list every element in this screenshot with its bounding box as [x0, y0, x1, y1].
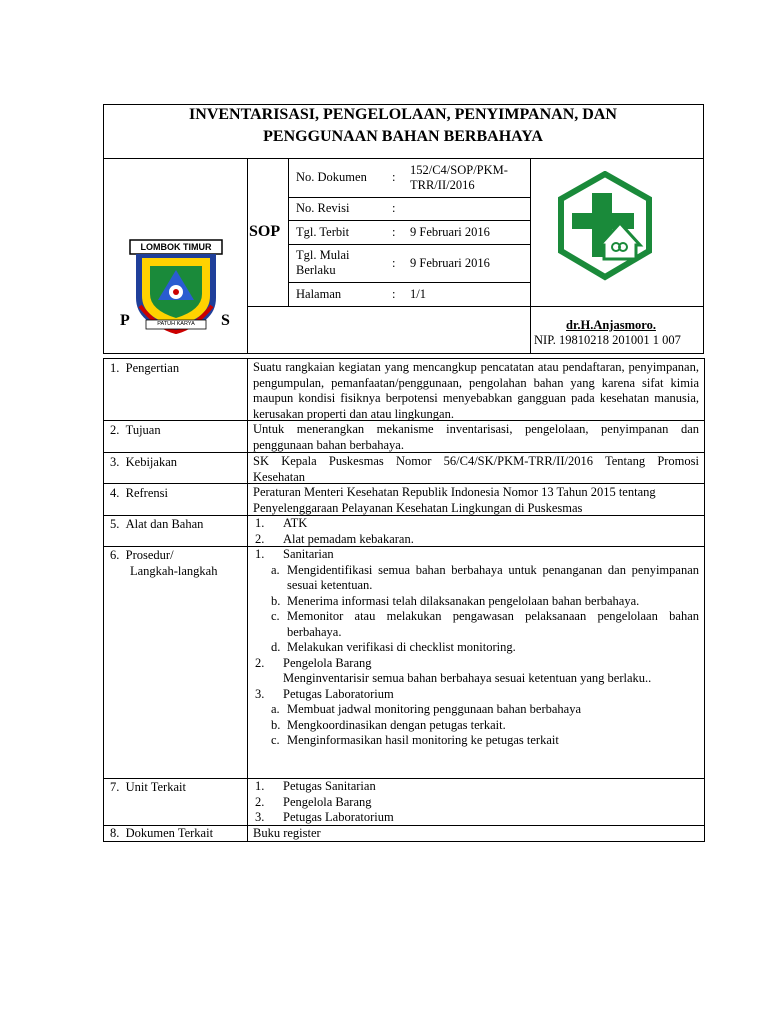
logo-motto-text: PATUH KARYA	[157, 321, 195, 327]
list-item: 2. Pengelola Barang	[255, 794, 372, 809]
section-3-label: 3. Kebijakan	[110, 455, 177, 469]
list-item: c. Menginformasikan hasil monitoring ke petugas terkait	[271, 733, 559, 747]
list-item: 1. Petugas Sanitarian	[255, 779, 376, 793]
section-3-text: SK Kepala Puskesmas Nomor 56/C4/SK/PKM-TRR/II/2016 Tentang Promosi Kesehatan	[253, 454, 699, 484]
list-item: b. Mengkoordinasikan dengan petugas terkait.	[271, 717, 506, 732]
section-7-list	[255, 779, 699, 826]
section-6-label: 6. Prosedur/ Langkah-langkah	[110, 548, 218, 578]
puskesmas-initial: P	[120, 312, 130, 329]
document-title: INVENTARISASI, PENGELOLAAN, PENYIMPANAN, DAN PENGGUNAAN BAHAN BERBAHAYA	[189, 106, 617, 145]
list-item: 3. Petugas Laboratorium	[255, 686, 394, 701]
logo-banner-text: LOMBOK TIMUR	[140, 242, 212, 252]
section-4-label: 4. Refrensi	[110, 486, 168, 500]
list-item-description: Menginventarisir semua bahan berbahaya sesuai ketentuan yang berlaku..	[283, 671, 652, 685]
section-8-label: 8. Dokumen Terkait	[110, 826, 214, 840]
section-8-text: Buku register	[253, 826, 321, 840]
list-item: 2. Alat pemadam kebakaran.	[255, 531, 414, 546]
signer-nip: NIP. 19810218 201001 1 007	[534, 333, 681, 347]
list-item: 1. ATK	[255, 516, 308, 530]
section-4-text: Peraturan Menteri Kesehatan Republik Indonesia Nomor 13 Tahun 2015 tentang Penyelenggaraan Pelayanan Kesehatan Lingkungan di Puskesmas	[253, 485, 656, 515]
section-5-list	[255, 516, 699, 547]
puskesmas-final: S	[221, 312, 230, 329]
section-1-label: 1. Pengertian	[110, 361, 180, 375]
puskesmas-logo	[556, 171, 654, 281]
list-item: a. Membuat jadwal monitoring penggunaan bahan berbahaya	[271, 702, 582, 716]
sop-label: SOP	[249, 223, 281, 240]
signer-name: dr.H.Anjasmoro.	[566, 318, 656, 332]
list-item: a. Mengidentifikasi semua bahan berbahaya untuk penanganan dan penyimpanan sesuai ketentuan.	[271, 562, 699, 592]
list-item: 1. Sanitarian	[255, 547, 334, 561]
section-2-label: 2. Tujuan	[110, 423, 161, 437]
section-5-label: 5. Alat dan Bahan	[110, 517, 204, 531]
section-1-text: Suatu rangkaian kegiatan yang mencangkup pencatatan atau pendaftaran, penyimpanan, pengumpulan, pemanfaatan/penggunaan, pengolahan bahan yang karena sifat kimia maupun kondisi fisiknya berpotensi menyebabkan gangguan pada kesehatan manusia, kerusakan properti dan atau lingkungan.	[253, 360, 699, 421]
list-item: c. Memonitor atau melakukan pengawasan pelaksanaan pengelolaan bahan berbahaya.	[271, 609, 699, 639]
list-item: 2. Pengelola Barang	[255, 655, 372, 670]
list-item: 3. Petugas Laboratorium	[255, 810, 394, 824]
section-2-text: Untuk menerangkan mekanisme inventarisasi, pengelolaan, penyimpanan dan penggunaan bahan berbahaya.	[253, 422, 699, 452]
regency-logo	[128, 236, 228, 336]
section-6-procedure	[255, 547, 699, 749]
section-7-label: 7. Unit Terkait	[110, 780, 186, 794]
list-item: b. Menerima informasi telah dilaksanakan pengelolaan bahan berbahaya.	[271, 593, 640, 608]
list-item: d. Melakukan verifikasi di checklist monitoring.	[271, 640, 516, 654]
